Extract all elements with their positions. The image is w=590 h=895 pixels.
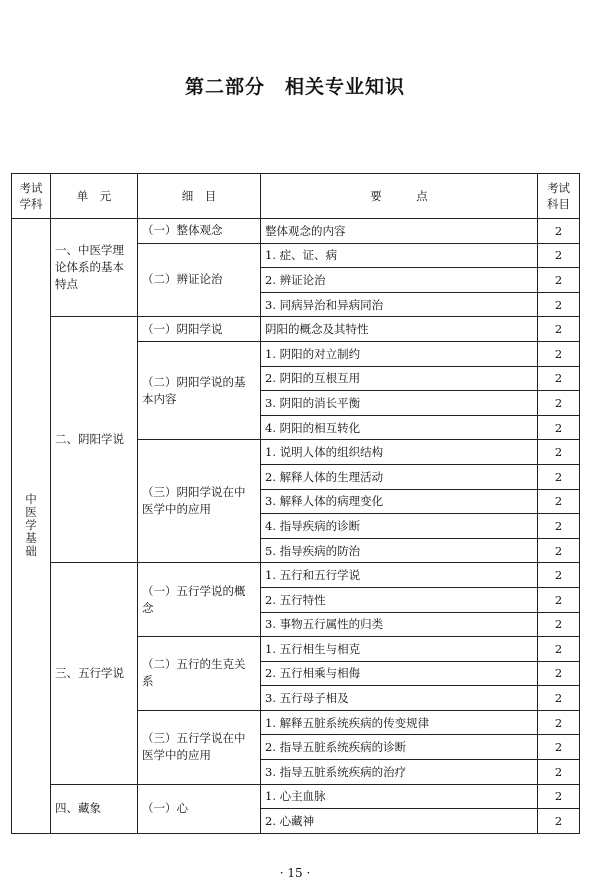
point-cell: 3. 解释人体的病理变化 xyxy=(261,489,538,514)
point-cell: 4. 指导疾病的诊断 xyxy=(261,514,538,539)
detail-cell: （一）阴阳学说 xyxy=(138,317,261,342)
table-row xyxy=(12,219,580,244)
header-detail: 细 目 xyxy=(138,174,261,219)
point-cell: 2. 阴阳的互根互用 xyxy=(261,366,538,391)
point-cell: 1. 阴阳的对立制约 xyxy=(261,341,538,366)
point-cell: 3. 指导五脏系统疾病的治疗 xyxy=(261,760,538,785)
unit-cell: 二、阴阳学说 xyxy=(51,317,138,563)
point-cell: 1. 五行相生与相克 xyxy=(261,637,538,662)
page-title: 第二部分 相关专业知识 xyxy=(184,76,405,98)
point-cell: 4. 阴阳的相互转化 xyxy=(261,415,538,440)
table-body xyxy=(12,219,580,834)
hours-cell: 2 xyxy=(538,464,580,489)
point-cell: 5. 指导疾病的防治 xyxy=(261,538,538,563)
hours-cell: 2 xyxy=(538,760,580,785)
point-cell: 2. 辨证论治 xyxy=(261,268,538,293)
hours-cell: 2 xyxy=(538,784,580,809)
hours-cell: 2 xyxy=(538,538,580,563)
hours-cell: 2 xyxy=(538,637,580,662)
point-cell: 1. 心主血脉 xyxy=(261,784,538,809)
header-subject: 考试 学科 xyxy=(12,174,51,219)
point-cell: 整体观念的内容 xyxy=(261,219,538,244)
table-row xyxy=(12,563,580,588)
hours-cell: 2 xyxy=(538,514,580,539)
hours-cell: 2 xyxy=(538,587,580,612)
point-cell: 阴阳的概念及其特性 xyxy=(261,317,538,342)
hours-cell: 2 xyxy=(538,686,580,711)
hours-cell: 2 xyxy=(538,317,580,342)
detail-cell: （二）阴阳学说的基本内容 xyxy=(138,341,261,439)
hours-cell: 2 xyxy=(538,243,580,268)
detail-cell: （二）辨证论治 xyxy=(138,243,261,317)
hours-cell: 2 xyxy=(538,391,580,416)
point-cell: 3. 五行母子相及 xyxy=(261,686,538,711)
hours-cell: 2 xyxy=(538,710,580,735)
detail-cell: （三）阴阳学说在中医学中的应用 xyxy=(138,440,261,563)
point-cell: 3. 阴阳的消长平衡 xyxy=(261,391,538,416)
unit-cell: 三、五行学说 xyxy=(51,563,138,784)
unit-cell: 四、藏象 xyxy=(51,784,138,833)
header-hours: 考试 科目 xyxy=(538,174,580,219)
hours-cell: 2 xyxy=(538,366,580,391)
detail-cell: （二）五行的生克关系 xyxy=(138,637,261,711)
point-cell: 1. 解释五脏系统疾病的传变规律 xyxy=(261,710,538,735)
table-row xyxy=(12,317,580,342)
subject-cell xyxy=(12,219,51,834)
point-cell: 1. 症、证、病 xyxy=(261,243,538,268)
point-cell: 1. 说明人体的组织结构 xyxy=(261,440,538,465)
detail-cell: （一）整体观念 xyxy=(138,219,261,244)
point-cell: 3. 同病异治和异病同治 xyxy=(261,292,538,317)
page-number: · 15 · xyxy=(279,866,311,880)
header-points: 要 点 xyxy=(261,174,538,219)
hours-cell: 2 xyxy=(538,292,580,317)
point-cell: 2. 五行相乘与相侮 xyxy=(261,661,538,686)
unit-cell: 一、中医学理论体系的基本特点 xyxy=(51,219,138,317)
hours-cell: 2 xyxy=(538,341,580,366)
subject-label: 中医学基础 xyxy=(25,492,37,559)
point-cell: 2. 解释人体的生理活动 xyxy=(261,464,538,489)
point-cell: 2. 心藏神 xyxy=(261,809,538,834)
table-header-row xyxy=(12,174,580,219)
hours-cell: 2 xyxy=(538,735,580,760)
hours-cell: 2 xyxy=(538,219,580,244)
hours-cell: 2 xyxy=(538,809,580,834)
table-row xyxy=(12,784,580,809)
hours-cell: 2 xyxy=(538,268,580,293)
hours-cell: 2 xyxy=(538,661,580,686)
point-cell: 1. 五行和五行学说 xyxy=(261,563,538,588)
point-cell: 3. 事物五行属性的归类 xyxy=(261,612,538,637)
hours-cell: 2 xyxy=(538,415,580,440)
point-cell: 2. 五行特性 xyxy=(261,587,538,612)
syllabus-table xyxy=(11,173,580,834)
detail-cell: （一）心 xyxy=(138,784,261,833)
hours-cell: 2 xyxy=(538,563,580,588)
hours-cell: 2 xyxy=(538,489,580,514)
detail-cell: （一）五行学说的概念 xyxy=(138,563,261,637)
hours-cell: 2 xyxy=(538,612,580,637)
point-cell: 2. 指导五脏系统疾病的诊断 xyxy=(261,735,538,760)
header-unit: 单 元 xyxy=(51,174,138,219)
detail-cell: （三）五行学说在中医学中的应用 xyxy=(138,710,261,784)
hours-cell: 2 xyxy=(538,440,580,465)
